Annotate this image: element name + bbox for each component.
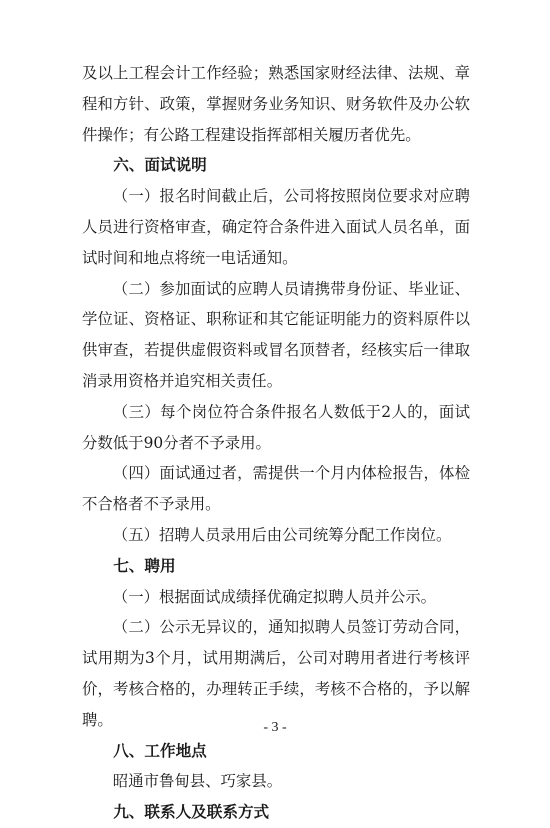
paragraph-interview-4: （四）面试通过者，需提供一个月内体检报告，体检不合格者不予录用。 (82, 464, 470, 514)
paragraph-employment-2: （二）公示无异议的，通知拟聘人员签订劳动合同，试用期为3个月，试用期满后，公司对聘用者进行考核评价，考核合格的，办理转正手续，考核不合格的，予以解聘。 (82, 618, 470, 729)
paragraph-interview-5: （五）招聘人员录用后由公司统筹分配工作岗位。 (112, 525, 452, 544)
section-heading-employment: 七、聘用 (113, 556, 176, 575)
paragraph-interview-3: （三）每个岗位符合条件报名人数低于2人的，面试分数低于90分者不予录用。 (82, 402, 470, 452)
paragraph-employment-1: （一）根据面试成绩择优确定拟聘人员并公示。 (112, 587, 437, 606)
section-heading-contact: 九、联系人及联系方式 (113, 803, 270, 822)
page-number: - 3 - (263, 720, 287, 735)
paragraph-interview-2: （二）参加面试的应聘人员请携带身份证、毕业证、学位证、资格证、职称证和其它能证明能力的资料原件以供审查，若提供虚假资料或冒名顶替者，经核实后一律取消录用资格并追究相关责任。 (82, 279, 470, 390)
paragraph-qualification-continued: 及以上工程会计工作经验；熟悉国家财经法律、法规、章程和方针、政策，掌握财务业务知识、财务软件及办公软件操作；有公路工程建设指挥部相关履历者优先。 (82, 64, 470, 144)
section-heading-work-location: 八、工作地点 (113, 741, 207, 760)
paragraph-interview-1: （一）报名时间截止后，公司将按照岗位要求对应聘人员进行资格审查，确定符合条件进入面试人员名单，面试时间和地点将统一电话通知。 (82, 187, 470, 267)
document-body (82, 58, 470, 828)
section-heading-interview: 六、面试说明 (113, 156, 207, 175)
paragraph-work-location: 昭通市鲁甸县、巧家县。 (112, 772, 283, 791)
